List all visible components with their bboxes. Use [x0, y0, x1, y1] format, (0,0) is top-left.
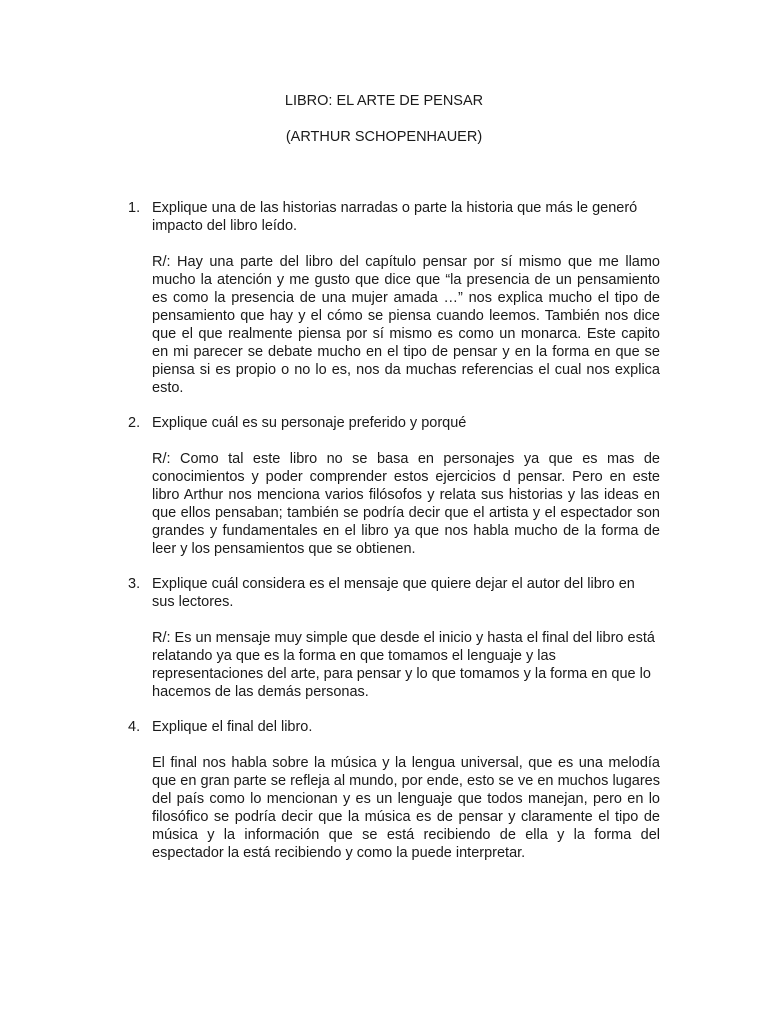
- list-item: [128, 414, 660, 558]
- document-subtitle: (ARTHUR SCHOPENHAUER): [285, 129, 483, 145]
- item-answer: El final nos habla sobre la música y la lengua universal, que es una melodía que en gran parte se refleja al mundo, por ende, esto se ve en muchos lugares del país como lo mencionan y es un lenguaje que todos manejan, pero en lo filosófico se podría decir que la música es de pensar y claramente el tipo de música y la información que se está recibiendo de ella y la forma del espectador la está recibiendo y como la puede interpretar.: [152, 755, 660, 861]
- list-item: [128, 199, 660, 397]
- item-question: Explique cuál considera es el mensaje que quiere dejar el autor del libro en sus lectores.: [152, 576, 635, 610]
- item-answer: R/: Hay una parte del libro del capítulo pensar por sí mismo que me llamo mucho la atención y me gusto que dice que “la presencia de un pensamiento es como la presencia de una mujer amada …” nos explica mucho el tipo de pensamiento que hay y el cómo se piensa cuando leemos. También nos dice que el que realmente piensa por sí mismo es como un monarca. Este capito en mi parecer se debate mucho en el tipo de pensar y en la forma en que se piensa si es propio o no lo es, nos da muchas referencias el cual nos explica esto.: [152, 254, 660, 396]
- item-answer: R/: Como tal este libro no se basa en personajes ya que es mas de conocimientos y poder comprender estos ejercicios d pensar. Pero en este libro Arthur nos menciona varios filósofos y relata sus historias y las ideas en que ellos pensaban; también se podría decir que el artista y el espectador son grandes y fundamentales en el libro ya que nos habla mucho de la forma de leer y los pensamientos que se obtienen.: [152, 451, 660, 557]
- item-question: Explique el final del libro.: [152, 719, 313, 735]
- item-question: Explique cuál es su personaje preferido y porqué: [152, 415, 467, 431]
- item-question: Explique una de las historias narradas o parte la historia que más le generó impacto del libro leído.: [152, 200, 638, 234]
- document-title: LIBRO: EL ARTE DE PENSAR: [284, 93, 484, 109]
- item-number: 1.: [128, 200, 141, 216]
- item-number: 3.: [128, 576, 141, 592]
- item-number: 4.: [128, 719, 141, 735]
- list-item: [128, 575, 660, 701]
- item-number: 2.: [128, 415, 141, 431]
- list-item: [128, 718, 660, 862]
- item-answer: R/: Es un mensaje muy simple que desde el inicio y hasta el final del libro está relatando ya que es la forma en que tomamos el lenguaje y las representaciones del arte, para pensar y lo que tomamos y la forma en que lo hacemos de las demás personas.: [152, 630, 655, 700]
